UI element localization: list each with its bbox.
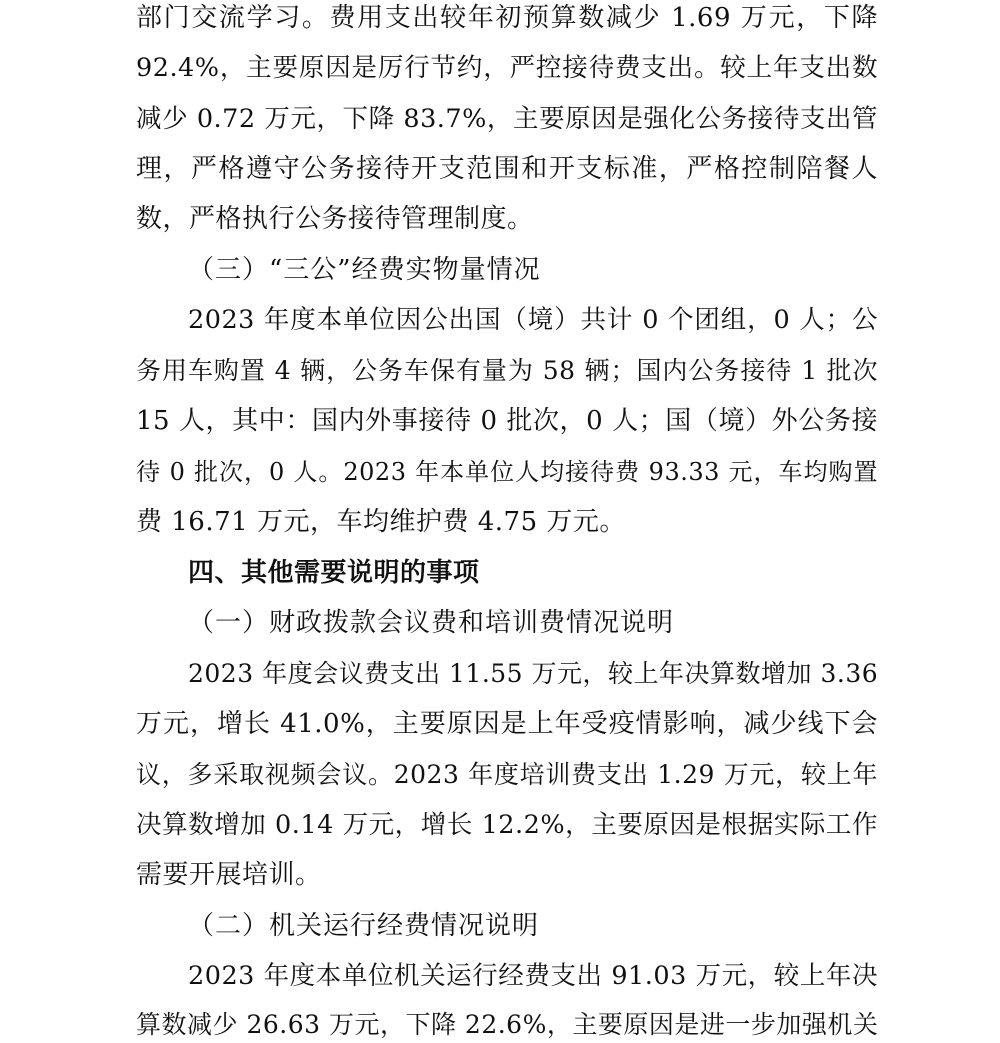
paragraph-line: 部门交流学习。费用支出较年初预算数减少 1.69 万元，下降 bbox=[136, 3, 878, 33]
section-heading-one: （一）财政拨款会议费和培训费情况说明 bbox=[188, 608, 675, 638]
paragraph-line: 2023 年度本单位机关运行经费支出 91.03 万元，较上年决 bbox=[188, 961, 878, 991]
paragraph-line: 待 0 批次，0 人。2023 年本单位人均接待费 93.33 元，车均购置 bbox=[136, 458, 878, 486]
paragraph-line: 15 人，其中：国内外事接待 0 批次，0 人；国（境）外公务接 bbox=[136, 406, 878, 436]
section-heading-three: （三）“三公”经费实物量情况 bbox=[188, 255, 541, 285]
paragraph-line: 议，多采取视频会议。2023 年度培训费支出 1.29 万元，较上年 bbox=[136, 760, 878, 789]
paragraph-line: 算数减少 26.63 万元，下降 22.6%，主要原因是进一步加强机关 bbox=[136, 1010, 879, 1039]
paragraph-line: 务用车购置 4 辆，公务车保有量为 58 辆；国内公务接待 1 批次 bbox=[136, 356, 878, 385]
section-heading-two: （二）机关运行经费情况说明 bbox=[188, 911, 540, 941]
paragraph-line: 92.4%，主要原因是厉行节约，严控接待费支出。较上年支出数 bbox=[136, 53, 878, 83]
paragraph-line: 决算数增加 0.14 万元，增长 12.2%，主要原因是根据实际工作 bbox=[136, 810, 878, 840]
paragraph-line: 数，严格执行公务接待管理制度。 bbox=[136, 204, 534, 234]
paragraph-line: 费 16.71 万元，车均维护费 4.75 万元。 bbox=[136, 507, 626, 537]
paragraph-line: 万元，增长 41.0%，主要原因是上年受疫情影响，减少线下会 bbox=[136, 709, 878, 739]
section-heading-four: 四、其他需要说明的事项 bbox=[188, 558, 480, 588]
paragraph-line: 减少 0.72 万元，下降 83.7%，主要原因是强化公务接待支出管 bbox=[136, 104, 878, 134]
paragraph-line: 2023 年度会议费支出 11.55 万元，较上年决算数增加 3.36 bbox=[188, 659, 879, 688]
paragraph-line: 需要开展培训。 bbox=[136, 860, 322, 890]
paragraph-line: 2023 年度本单位因公出国（境）共计 0 个团组，0 人；公 bbox=[188, 305, 878, 335]
paragraph-line: 理，严格遵守公务接待开支范围和开支标准，严格控制陪餐人 bbox=[136, 154, 878, 184]
